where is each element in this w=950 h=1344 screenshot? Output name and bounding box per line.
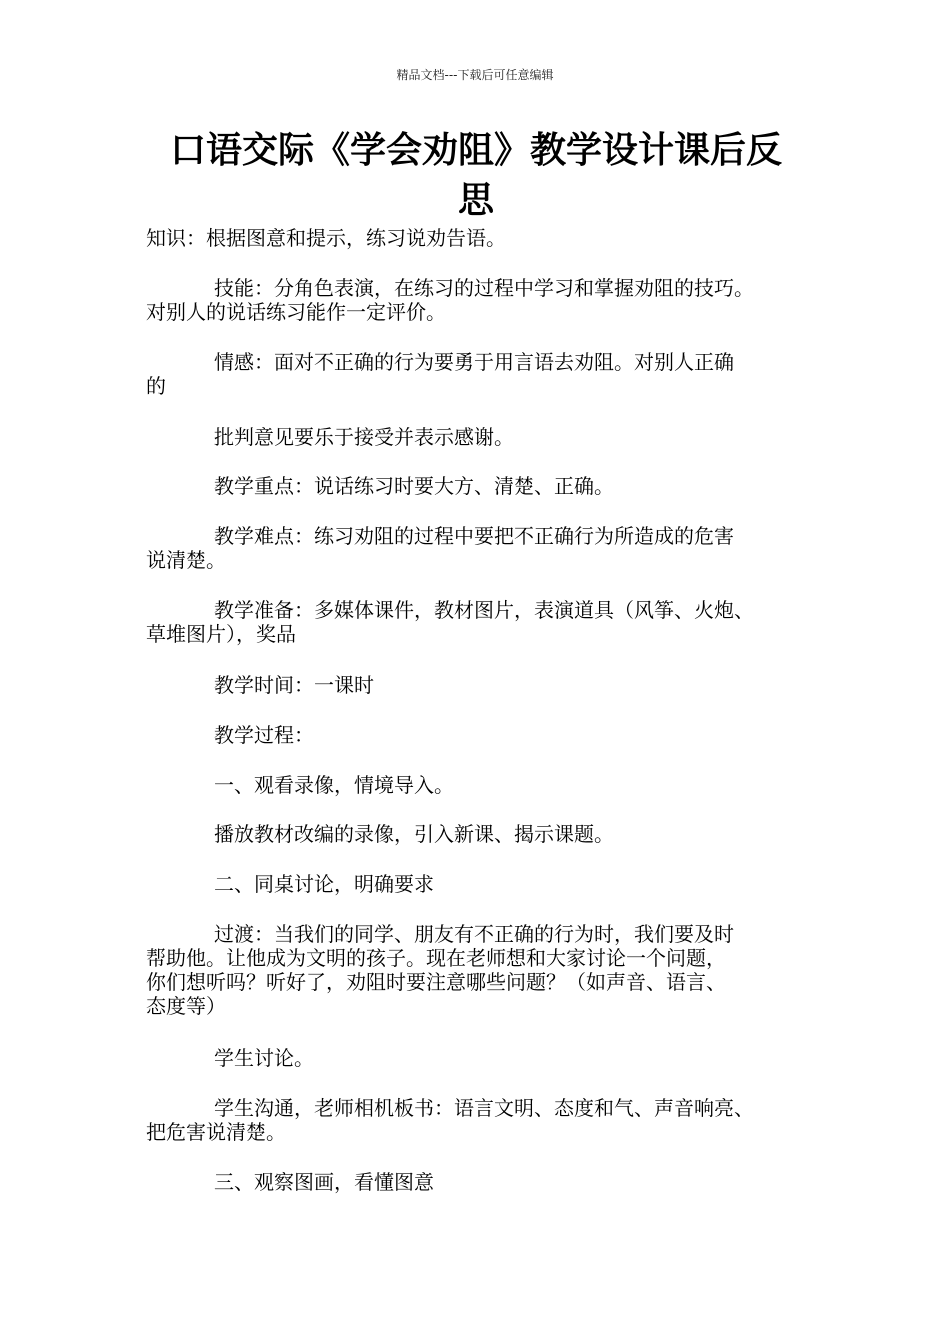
- paragraph-line: 一、观看录像，情境导入。: [214, 773, 454, 797]
- paragraph-line: 教学准备：多媒体课件，教材图片，表演道具（风筝、火炮、: [214, 598, 754, 622]
- paragraph-emotion: [146, 350, 826, 398]
- paragraph-process: [146, 723, 826, 747]
- paragraph-line: 的: [146, 374, 166, 398]
- paragraph-line: 播放教材改编的录像，引入新课、揭示课题。: [214, 822, 614, 846]
- paragraph-line: 二、同桌讨论，明确要求: [214, 872, 434, 896]
- paragraph-line: 教学过程：: [214, 723, 314, 747]
- paragraph-line: 草堆图片），奖品: [146, 622, 296, 646]
- paragraph-knowledge: [146, 226, 826, 250]
- paragraph-line: 把危害说清楚。: [146, 1120, 286, 1144]
- paragraph-line: 学生沟通，老师相机板书：语言文明、态度和气、声音响亮、: [214, 1096, 754, 1120]
- paragraph-line: 知识：根据图意和提示，练习说劝告语。: [146, 226, 506, 250]
- section-heading-3: [146, 1170, 826, 1194]
- paragraph-video: [146, 822, 826, 846]
- section-heading-2: [146, 872, 826, 896]
- paragraph-line: 态度等）: [146, 994, 226, 1018]
- paragraph-key-points: [146, 474, 826, 498]
- paragraph-line: 批判意见要乐于接受并表示感谢。: [214, 425, 514, 449]
- paragraph-communication: [146, 1096, 826, 1144]
- paragraph-line: 教学难点：练习劝阻的过程中要把不正确行为所造成的危害: [214, 524, 734, 548]
- paragraph-time: [146, 673, 826, 697]
- paragraph-line: 学生讨论。: [214, 1046, 314, 1070]
- paragraph-discussion: [146, 1046, 826, 1070]
- paragraph-line: 帮助他。让他成为文明的孩子。现在老师想和大家讨论一个问题，: [146, 946, 726, 970]
- paragraph-criticism: [146, 425, 826, 449]
- paragraph-skills: [146, 276, 826, 324]
- paragraph-line: 你们想听吗？听好了，劝阻时要注意哪些问题？（如声音、语言、: [146, 970, 726, 994]
- section-heading-1: [146, 773, 826, 797]
- page-header-note: 精品文档---下载后可任意编辑: [396, 68, 554, 82]
- document-title: [146, 126, 806, 226]
- paragraph-line: 教学重点：说话练习时要大方、清楚、正确。: [214, 474, 614, 498]
- title-line-2: 思: [457, 180, 494, 221]
- paragraph-line: 三、观察图画，看懂图意: [214, 1170, 434, 1194]
- paragraph-line: 说清楚。: [146, 548, 226, 572]
- paragraph-transition: [146, 922, 826, 1018]
- paragraph-line: 情感：面对不正确的行为要勇于用言语去劝阻。对别人正确: [214, 350, 734, 374]
- title-line-1: 口语交际《学会劝阻》教学设计课后反: [169, 130, 782, 171]
- paragraph-line: 教学时间：一课时: [214, 673, 374, 697]
- paragraph-line: 技能：分角色表演，在练习的过程中学习和掌握劝阻的技巧。: [214, 276, 754, 300]
- paragraph-line: 过渡：当我们的同学、朋友有不正确的行为时，我们要及时: [214, 922, 734, 946]
- paragraph-preparation: [146, 598, 826, 646]
- paragraph-line: 对别人的说话练习能作一定评价。: [146, 300, 446, 324]
- paragraph-difficulties: [146, 524, 826, 572]
